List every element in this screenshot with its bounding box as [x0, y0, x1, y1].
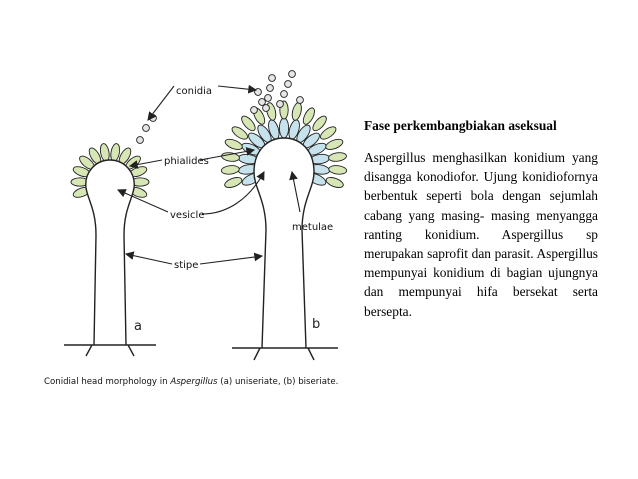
phialide: [221, 165, 240, 175]
conidium: [269, 75, 276, 82]
figure-caption: Conidial head morphology in Aspergillus (a) uniseriate, (b) biseriate.: [44, 377, 339, 387]
phialide: [224, 137, 244, 151]
label-stipe: stipe: [174, 260, 199, 271]
base-b: [232, 348, 338, 360]
conidium: [263, 105, 270, 112]
text-panel: [364, 118, 598, 321]
conidia-chain-a: [137, 115, 157, 144]
conidium: [259, 99, 266, 106]
phialide: [328, 165, 347, 175]
conidium: [265, 95, 272, 102]
conidium: [251, 107, 258, 114]
conidium: [277, 101, 284, 108]
aspergillus-diagram: [0, 0, 360, 375]
label-a: a: [134, 319, 142, 334]
section-title: Fase perkembangbiakan aseksual: [364, 118, 557, 133]
phialide: [291, 102, 303, 121]
conidium: [143, 125, 150, 132]
label-metulae: metulae: [292, 222, 334, 233]
conidium: [289, 71, 296, 78]
stipe-b: [254, 138, 314, 348]
conidium: [150, 115, 157, 122]
label-conidia: conidia: [176, 86, 212, 97]
phialide: [223, 175, 243, 189]
metula: [279, 118, 288, 138]
conidium: [297, 97, 304, 104]
conidium: [137, 137, 144, 144]
conidium: [285, 81, 292, 88]
label-vesicle: vesicle: [170, 210, 205, 221]
stipe-a: [86, 160, 134, 345]
phialide: [328, 152, 347, 163]
label-phialides: phialides: [164, 156, 209, 167]
label-b: b: [312, 317, 321, 332]
base-a: [64, 345, 156, 356]
conidium: [281, 91, 288, 98]
conidium: [267, 85, 274, 92]
phialide: [324, 137, 344, 151]
phialide: [325, 175, 345, 189]
section-body: Aspergillus menghasilkan konidium yang disangga konodiofor. Ujung konidiofornya berbentuk seperti bola dengan sejumlah cabang yang masing- masing menyangga ranting konidium. Aspergillus sp merupakan saprofit dan parasit. Aspergillus mempunyai konidium di bagian ujungnya dan mempunyai hifa bersekat serta bersepta.: [364, 150, 598, 319]
